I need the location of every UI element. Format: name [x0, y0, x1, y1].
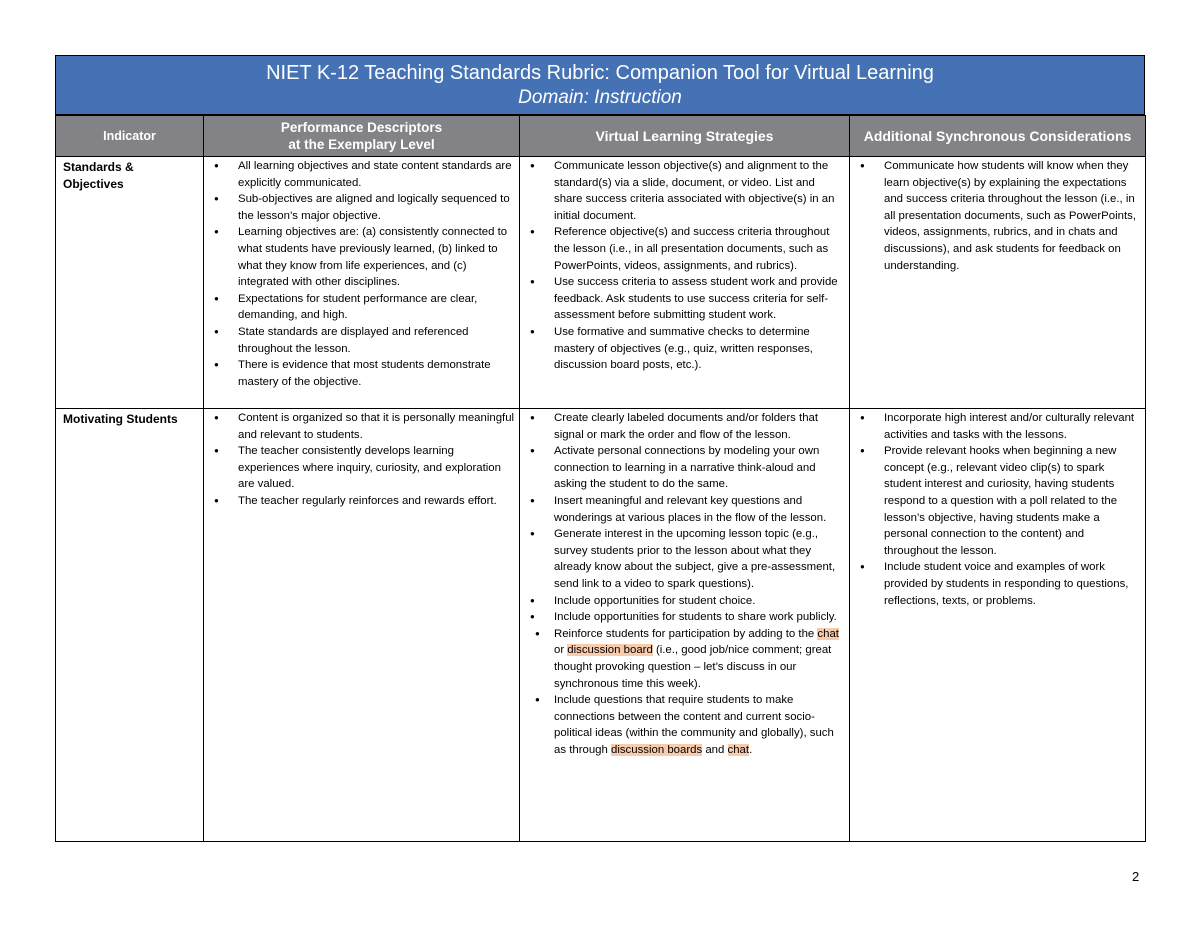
highlight-discussion-boards: discussion boards [611, 743, 703, 756]
list-item: ● Use formative and summative checks to determine mastery of objectives (e.g., quiz, written responses, discussion board posts, etc.). [520, 324, 845, 374]
list-item: ● Generate interest in the upcoming lesson topic (e.g., survey students prior to the lesson about what they already know about the subject, give a pre-assessment, send link to a video to spark questions). [520, 526, 845, 592]
strategies-cell [520, 157, 850, 409]
list-item: ● All learning objectives and state content standards are explicitly communicated. [204, 158, 515, 191]
synchronous-list [850, 410, 1141, 609]
list-item: ● Learning objectives are: (a) consistently connected to what students have previously learned, (b) linked to what they know from life experiences, and (c) integrated with other disciplines. [204, 224, 515, 290]
item-text: and [702, 743, 728, 756]
header-performance-line2: at the Exemplary Level [288, 137, 435, 152]
list-item: ● There is evidence that most students demonstrate mastery of the objective. [204, 357, 515, 390]
performance-cell [204, 409, 520, 842]
performance-cell [204, 157, 520, 409]
indicator-label: Standards & [63, 160, 134, 174]
item-text: (i.e., good job/nice comment; great thought provoking question – let’s discuss in our synchronous time this week). [554, 644, 832, 690]
list-item: ● Include opportunities for students to share work publicly. [520, 609, 845, 626]
highlight-chat: chat [817, 627, 839, 640]
synchronous-cell [850, 157, 1146, 409]
header-indicator: Indicator [56, 116, 204, 157]
item-text: Reinforce students for participation by adding to the [554, 627, 818, 640]
list-item: ● Communicate how students will know when they learn objective(s) by explaining the expectations and success criteria throughout the lesson (i.e., in all presentation documents, such as PowerPoints, videos, assignments, rubrics, and in chats and discussions), and ask students for feedback on understanding. [850, 158, 1141, 274]
page-number: 2 [1132, 869, 1140, 884]
highlight-chat: chat [727, 743, 750, 756]
domain-subtitle: Domain: Instruction [518, 87, 682, 108]
strategies-cell [520, 409, 850, 842]
performance-list [204, 158, 515, 390]
list-item: ● Include student voice and examples of work provided by students in responding to questions, reflections, texts, or problems. [850, 559, 1141, 609]
header-performance-line1: Performance Descriptors [280, 120, 443, 135]
header-strategies: Virtual Learning Strategies [520, 116, 850, 157]
item-text: . [749, 743, 753, 756]
list-item: ● Create clearly labeled documents and/or folders that signal or mark the order and flow of the lesson. [520, 410, 845, 443]
item-text: Include questions that require students to make connections between the content and current socio-political ideas (within the community and globally), such as through [554, 694, 834, 756]
header-synchronous: Additional Synchronous Considerations [850, 116, 1146, 157]
list-item: ● Reference objective(s) and success criteria throughout the lesson (i.e., in all presentation documents, such as PowerPoints, videos, assignments, and rubrics). [520, 224, 845, 274]
list-item: ● Insert meaningful and relevant key questions and wonderings at various places in the flow of the lesson. [520, 493, 845, 526]
list-item: ● Expectations for student performance are clear, demanding, and high. [204, 291, 515, 324]
indicator-cell [56, 157, 204, 409]
performance-list [204, 410, 515, 510]
table-row-standards-objectives [56, 157, 1146, 409]
list-item: ● Provide relevant hooks when beginning a new concept (e.g., relevant video clip(s) to spark student interest and curiosity, having students respond to a question with a poll related to the lesson’s objective, having students make a personal connection to the content) and throughout the lesson. [850, 443, 1141, 559]
list-item: ● Communicate lesson objective(s) and alignment to the standard(s) via a slide, document, or video. List and share success criteria associated with objective(s) in an initial document. [520, 158, 845, 224]
list-item: ● Use success criteria to assess student work and provide feedback. Ask students to use success criteria for self-assessment before submitting student work. [520, 274, 845, 324]
item-text: or [554, 644, 568, 657]
table-row-motivating-students [56, 409, 1146, 842]
strategies-list [520, 158, 845, 374]
highlight-discussion-board: discussion board [567, 644, 653, 657]
list-item: ● Content is organized so that it is personally meaningful and relevant to students. [204, 410, 515, 443]
list-item [520, 626, 845, 692]
synchronous-list [850, 158, 1141, 274]
document-title: NIET K-12 Teaching Standards Rubric: Companion Tool for Virtual Learning [266, 62, 934, 84]
list-item: ● Sub-objectives are aligned and logically sequenced to the lesson’s major objective. [204, 191, 515, 224]
indicator-label: Motivating Students [63, 412, 178, 426]
list-item: ● State standards are displayed and referenced throughout the lesson. [204, 324, 515, 357]
strategies-list [520, 410, 845, 758]
list-item: ● Include opportunities for student choice. [520, 593, 845, 610]
synchronous-cell [850, 409, 1146, 842]
header-performance [204, 116, 520, 157]
title-banner [55, 55, 1145, 115]
list-item: ● Activate personal connections by modeling your own connection to learning in a narrative think-aloud and asking the student to do the same. [520, 443, 845, 493]
list-item [520, 692, 845, 758]
indicator-label: Objectives [63, 176, 124, 191]
list-item: ● Incorporate high interest and/or culturally relevant activities and tasks with the lessons. [850, 410, 1141, 443]
indicator-cell [56, 409, 204, 842]
list-item: ● The teacher consistently develops learning experiences where inquiry, curiosity, and exploration are valued. [204, 443, 515, 493]
list-item: ● The teacher regularly reinforces and rewards effort. [204, 493, 515, 510]
column-header-row [56, 116, 1146, 157]
rubric-table [55, 115, 1146, 842]
